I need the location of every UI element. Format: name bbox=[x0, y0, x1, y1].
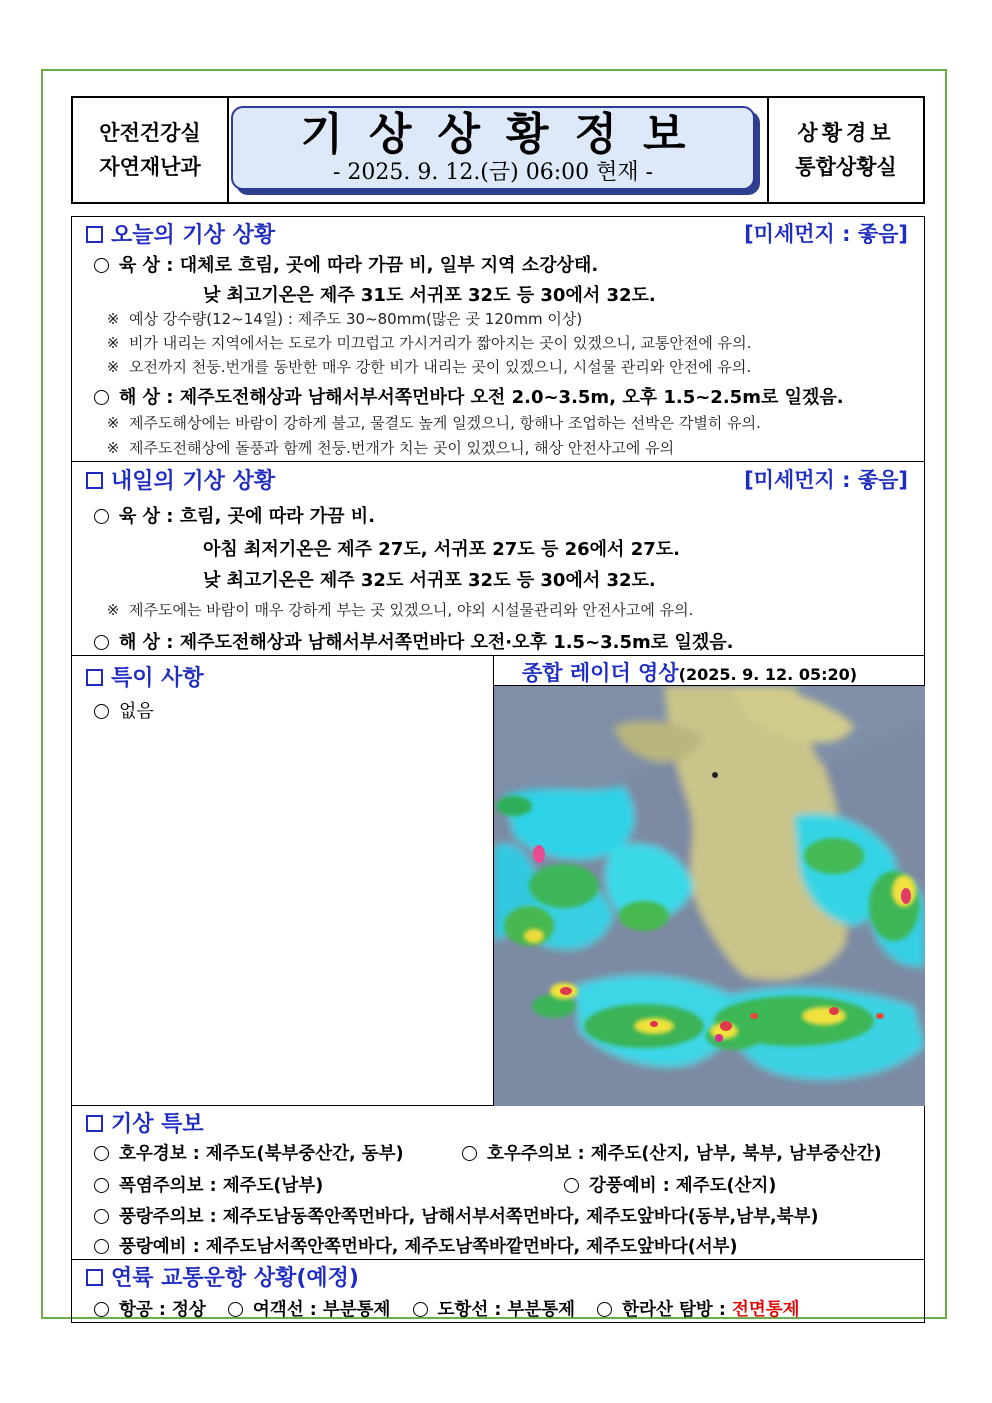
circle-bullet-icon bbox=[94, 704, 109, 719]
location-marker-icon bbox=[712, 772, 718, 778]
circle-bullet-icon bbox=[94, 1209, 109, 1224]
today-high-temp: 낮 최고기온은 제주 31도 서귀포 32도 등 30에서 32도. bbox=[203, 285, 656, 306]
warning-item: 호우주의보 : 제주도(산지, 남부, 북부, 남부중산간) bbox=[462, 1140, 882, 1165]
tomorrow-note: ※ 제주도에는 바람이 매우 강하게 부는 곳 있겠으니, 야외 시설물관리와 안전사고에 유의. bbox=[103, 599, 693, 620]
title-box bbox=[231, 106, 755, 190]
today-note: ※ 오전까지 천둥.번개를 동반한 매우 강한 비가 내리는 곳이 있겠으니, 시설물 관리와 안전에 유의. bbox=[103, 356, 751, 377]
circle-bullet-icon bbox=[228, 1302, 243, 1317]
tomorrow-land-line: 육 상 : 흐림, 곳에 따라 가끔 비. bbox=[94, 502, 375, 528]
circle-bullet-icon bbox=[94, 1178, 109, 1193]
checkbox-square-icon bbox=[86, 669, 103, 686]
today-sea-note: ※ 제주도전해상에 돌풍과 함께 천둥.번개가 치는 곳이 있겠으니, 해상 안전사고에 유의 bbox=[103, 437, 674, 458]
tomorrow-high-temp: 낮 최고기온은 제주 32도 서귀포 32도 등 30에서 32도. bbox=[203, 570, 656, 591]
divider bbox=[71, 1259, 925, 1260]
note-mark-icon: ※ bbox=[106, 601, 120, 619]
warning-item: 폭염주의보 : 제주도(남부) bbox=[94, 1172, 323, 1197]
radar-image bbox=[494, 685, 925, 1106]
special-section-title: 특이 사항 bbox=[86, 661, 204, 692]
checkbox-square-icon bbox=[86, 226, 103, 243]
tomorrow-dust-status: [미세먼지 : 좋음] bbox=[744, 468, 908, 492]
tomorrow-sea-line: 해 상 : 제주도전해상과 남해서부서쪽먼바다 오전·오후 1.5~3.5m로 일겠음. bbox=[94, 628, 733, 654]
warning-item: 강풍예비 : 제주도(산지) bbox=[564, 1172, 776, 1197]
today-dust-status: [미세먼지 : 좋음] bbox=[744, 222, 908, 246]
warning-item: 풍랑예비 : 제주도남서쪽안쪽먼바다, 제주도남쪽바깥먼바다, 제주도앞바다(서부) bbox=[94, 1233, 738, 1258]
circle-bullet-icon bbox=[94, 390, 109, 405]
today-land-line: 육 상 : 대체로 흐림, 곳에 따라 가끔 비, 일부 지역 소강상태. bbox=[94, 251, 598, 277]
circle-bullet-icon bbox=[597, 1302, 612, 1317]
hallasan-status: 전면통제 bbox=[731, 1300, 800, 1320]
today-sea-note: ※ 제주도해상에는 바람이 강하게 불고, 물결도 높게 일겠으니, 항해나 조업하는 선박은 각별히 유의. bbox=[103, 412, 761, 433]
circle-bullet-icon bbox=[94, 635, 109, 650]
tomorrow-section-title: 내일의 기상 상황 bbox=[86, 464, 275, 495]
department-label: 안전건강실 자연재난과 bbox=[73, 98, 229, 202]
report-date: - 2025. 9. 12.(금) 06:00 현재 - bbox=[332, 160, 654, 185]
checkbox-square-icon bbox=[86, 1269, 103, 1286]
special-item: 없음 bbox=[94, 697, 154, 723]
circle-bullet-icon bbox=[413, 1302, 428, 1317]
header bbox=[71, 96, 925, 204]
note-mark-icon: ※ bbox=[106, 439, 120, 457]
circle-bullet-icon bbox=[94, 509, 109, 524]
today-section-title: 오늘의 기상 상황 bbox=[86, 218, 275, 249]
note-mark-icon: ※ bbox=[106, 414, 120, 432]
note-mark-icon: ※ bbox=[106, 310, 120, 328]
page-title: 기상상황정보 bbox=[300, 109, 712, 160]
radar-title: 종합 레이더 영상(2025. 9. 12. 05:20) bbox=[522, 661, 858, 685]
warnings-section-title: 기상 특보 bbox=[86, 1107, 204, 1138]
today-note: ※ 비가 내리는 지역에서는 도로가 미끄럽고 가시거리가 짧아지는 곳이 있겠으니, 교통안전에 유의. bbox=[103, 332, 751, 353]
office-label: 상황경보 통합상황실 bbox=[767, 98, 923, 202]
traffic-status-line: 항공 : 정상 여객선 : 부분통제 도항선 : 부분통제 한라산 탐방 : 전면통제 bbox=[94, 1296, 800, 1321]
divider bbox=[71, 655, 925, 656]
note-mark-icon: ※ bbox=[106, 358, 120, 376]
checkbox-square-icon bbox=[86, 472, 103, 489]
warning-item: 호우경보 : 제주도(북부중산간, 동부) bbox=[94, 1140, 404, 1165]
circle-bullet-icon bbox=[94, 1239, 109, 1254]
circle-bullet-icon bbox=[94, 1302, 109, 1317]
radar-map bbox=[494, 686, 925, 1106]
traffic-section-title: 연륙 교통운항 상황(예정) bbox=[86, 1261, 359, 1292]
divider bbox=[71, 461, 925, 462]
warning-item: 풍랑주의보 : 제주도남동쪽안쪽먼바다, 남해서부서쪽먼바다, 제주도앞바다(동부,남부,북부) bbox=[94, 1203, 818, 1228]
circle-bullet-icon bbox=[94, 258, 109, 273]
circle-bullet-icon bbox=[94, 1146, 109, 1161]
circle-bullet-icon bbox=[462, 1146, 477, 1161]
circle-bullet-icon bbox=[564, 1178, 579, 1193]
tomorrow-low-temp: 아침 최저기온은 제주 27도, 서귀포 27도 등 26에서 27도. bbox=[203, 539, 680, 560]
today-sea-line: 해 상 : 제주도전해상과 남해서부서쪽먼바다 오전 2.0~3.5m, 오후 1.5~2.5m로 일겠음. bbox=[94, 383, 844, 409]
checkbox-square-icon bbox=[86, 1115, 103, 1132]
today-note: ※ 예상 강수량(12~14일) : 제주도 30~80mm(많은 곳 120mm 이상) bbox=[103, 308, 582, 329]
note-mark-icon: ※ bbox=[106, 334, 120, 352]
